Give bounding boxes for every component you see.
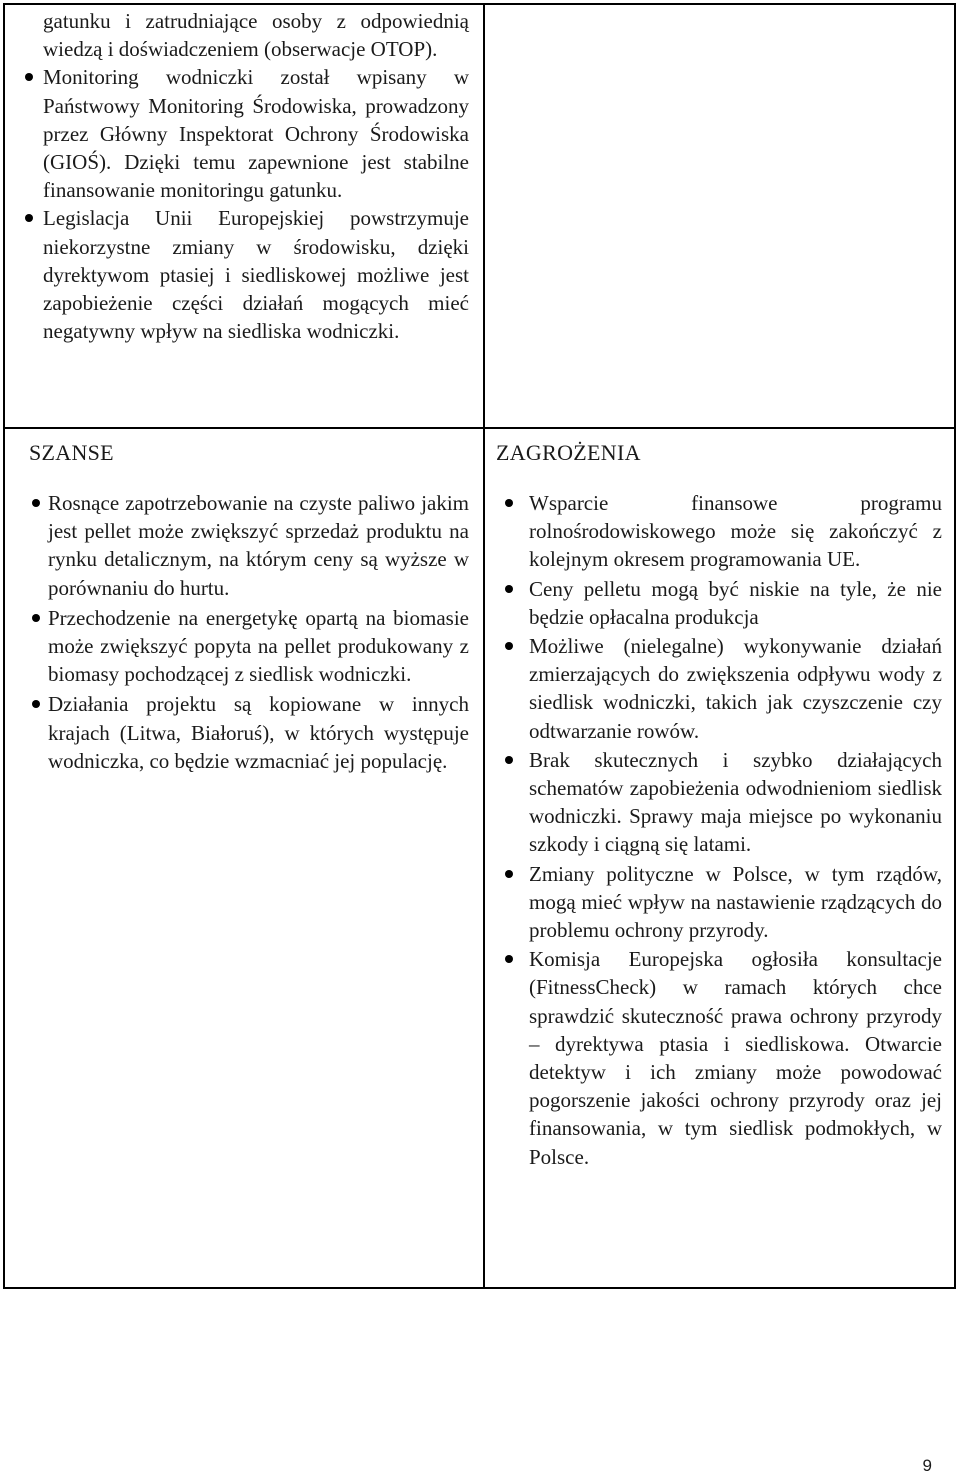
bullet-icon: [32, 614, 40, 622]
list-item: Możliwe (nielegalne) wykonywanie działań zmierzających do zwiększenia odpływu wody z siedlisk wodniczki, takich jak czyszczenie czy odtwarzanie rowów.: [496, 632, 942, 745]
list-item: Brak skutecznych i szybko działających schematów zapobieżenia odwodnieniom siedlisk wodniczki. Sprawy maja miejsce po wykonaniu szkody i ciągną się latami.: [496, 746, 942, 859]
threats-cell: [485, 429, 956, 1289]
list-item: Zmiany polityczne w Polsce, w tym rządów, mogą mieć wpływ na nastawienie rządzących do problemu ochrony przyrody.: [496, 860, 942, 945]
bullet-icon: [505, 642, 513, 650]
bullet-icon: [32, 499, 40, 507]
page-number: 9: [922, 1456, 932, 1475]
bullet-icon: [505, 585, 513, 593]
list-item: Wsparcie finansowe programu rolnośrodowiskowego może się zakończyć z kolejnym okresem programowania UE.: [496, 489, 942, 574]
bullet-icon: [505, 870, 513, 878]
opportunities-cell: [5, 429, 483, 1289]
strengths-continuation-cell: [5, 5, 483, 427]
bullet-icon: [25, 214, 33, 222]
list-item: Komisja Europejska ogłosiła konsultacje (FitnessCheck) w ramach których chce sprawdzić skuteczność prawa ochrony przyrody – dyrektywa ptasia i siedliskowa. Otwarcie detektyw i ich zmiany może powodować pogorszenie jakości ochrony przyrody oraz jej finansowania, w tym siedlisk podmokłych, w Polsce.: [496, 945, 942, 1171]
threats-list: [496, 489, 942, 1171]
list-item: Legislacja Unii Europejskiej powstrzymuje niekorzystne zmiany w środowisku, dzięki dyrektywom ptasiej i siedliskowej możliwe jest zapobieżenie części działań mogących mieć negatywny wpływ na siedliska wodniczki.: [43, 204, 469, 345]
list-item: Przechodzenie na energetykę opartą na biomasie może zwiększyć popyta na pellet produkowany z biomasy pochodzącej z siedlisk wodniczki.: [29, 604, 469, 689]
bullet-icon: [505, 756, 513, 764]
list-item: Rosnące zapotrzebowanie na czyste paliwo jakim jest pellet może zwiększyć sprzedaż produktu na rynku detalicznym, na którym ceny są wyższe w porównaniu do hurtu.: [29, 489, 469, 602]
list-item: Ceny pelletu mogą być niskie na tyle, że nie będzie opłacalna produkcja: [496, 575, 942, 631]
list-item: Monitoring wodniczki został wpisany w Państwowy Monitoring Środowiska, prowadzony przez Główny Inspektorat Ochrony Środowiska (GIOŚ). Dzięki temu zapewnione jest stabilne finansowanie monitoringu gatunku.: [43, 63, 469, 204]
bullet-icon: [505, 955, 513, 963]
continuation-text: gatunku i zatrudniające osoby z odpowiednią wiedzą i doświadczeniem (obserwacje OTOP).: [43, 9, 469, 62]
bullet-icon: [505, 499, 513, 507]
bullet-icon: [25, 73, 33, 81]
swot-table: [3, 3, 956, 1289]
strengths-list: [43, 63, 469, 345]
opportunities-list: [29, 489, 469, 775]
threats-heading: ZAGROŻENIA: [496, 440, 641, 465]
list-item: Działania projektu są kopiowane w innych krajach (Litwa, Białoruś), w których występuje wodniczka, co będzie wzmacniać jej populację.: [29, 690, 469, 775]
opportunities-heading: SZANSE: [29, 440, 114, 465]
bullet-icon: [32, 700, 40, 708]
